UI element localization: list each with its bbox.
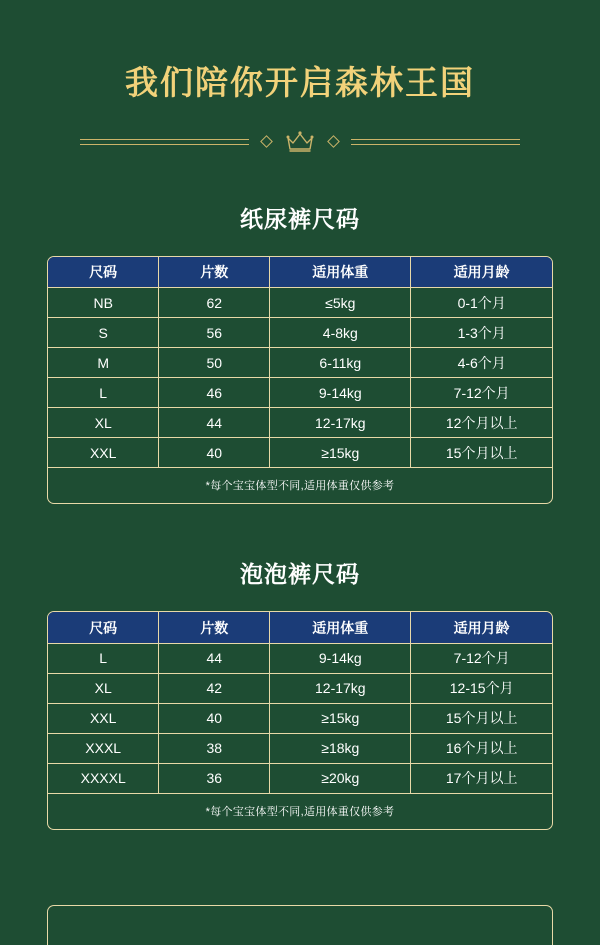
size-table-diapers (48, 257, 552, 469)
cell-count: 44 (159, 643, 270, 673)
ornamental-divider (80, 127, 520, 157)
cell-weight: 9-14kg (270, 643, 411, 673)
table-note-pants: *每个宝宝体型不同,适用体重仅供参考 (205, 805, 395, 818)
cell-age: 12-15个月 (411, 673, 552, 703)
table-row (48, 733, 552, 763)
column-header-weight: 适用体重 (270, 257, 411, 288)
cell-count: 50 (159, 348, 270, 378)
cell-age: 12个月以上 (411, 408, 552, 438)
cell-age: 0-1个月 (411, 288, 552, 318)
cell-size: M (48, 348, 159, 378)
column-header-size: 尺码 (48, 612, 159, 643)
table-header-pants (48, 612, 552, 643)
cell-count: 40 (159, 438, 270, 468)
cell-weight: ≥18kg (270, 733, 411, 763)
size-table-pants (48, 612, 552, 794)
cell-age: 16个月以上 (411, 733, 552, 763)
table-body-diapers (48, 288, 552, 468)
cell-size: L (48, 643, 159, 673)
size-table-card-pants (47, 611, 553, 830)
table-row (48, 348, 552, 378)
table-row (48, 673, 552, 703)
cell-count: 36 (159, 763, 270, 793)
cell-weight: 9-14kg (270, 378, 411, 408)
cell-weight: ≥15kg (270, 703, 411, 733)
table-row (48, 288, 552, 318)
crown-icon (286, 131, 314, 153)
page-header (0, 0, 600, 157)
table-header-row (48, 257, 552, 288)
table-row (48, 703, 552, 733)
table-row (48, 318, 552, 348)
cell-weight: 12-17kg (270, 408, 411, 438)
cell-count: 40 (159, 703, 270, 733)
table-row (48, 408, 552, 438)
section-title-diapers: 纸尿裤尺码 (240, 205, 360, 232)
cell-count: 38 (159, 733, 270, 763)
table-note-diapers: *每个宝宝体型不同,适用体重仅供参考 (205, 480, 395, 493)
table-row (48, 378, 552, 408)
cell-count: 56 (159, 318, 270, 348)
table-body-pants (48, 643, 552, 793)
cell-weight: ≥20kg (270, 763, 411, 793)
cell-size: XXXL (48, 733, 159, 763)
cell-age: 7-12个月 (411, 643, 552, 673)
diamond-icon-right (327, 136, 340, 149)
divider-line-left (80, 139, 255, 145)
divider-line-right (345, 139, 520, 145)
cell-size: NB (48, 288, 159, 318)
cell-count: 44 (159, 408, 270, 438)
column-header-age: 适用月龄 (411, 257, 552, 288)
cell-size: XXXXL (48, 763, 159, 793)
cell-age: 1-3个月 (411, 318, 552, 348)
table-row (48, 643, 552, 673)
column-header-size: 尺码 (48, 257, 159, 288)
diamond-icon-left (260, 136, 273, 149)
section-title-pants: 泡泡裤尺码 (240, 561, 360, 588)
next-section-card-partial (47, 905, 553, 945)
cell-weight: 4-8kg (270, 318, 411, 348)
cell-age: 7-12个月 (411, 378, 552, 408)
cell-size: XL (48, 673, 159, 703)
cell-count: 62 (159, 288, 270, 318)
column-header-age: 适用月龄 (411, 612, 552, 643)
cell-weight: ≤5kg (270, 288, 411, 318)
cell-weight: ≥15kg (270, 438, 411, 468)
cell-size: L (48, 378, 159, 408)
cell-age: 15个月以上 (411, 438, 552, 468)
cell-weight: 6-11kg (270, 348, 411, 378)
cell-size: XXL (48, 438, 159, 468)
cell-age: 4-6个月 (411, 348, 552, 378)
table-row (48, 438, 552, 468)
page-title: 我们陪你开启森林王国 (125, 64, 475, 101)
size-table-card-diapers (47, 256, 553, 505)
column-header-weight: 适用体重 (270, 612, 411, 643)
cell-age: 15个月以上 (411, 703, 552, 733)
cell-count: 42 (159, 673, 270, 703)
cell-weight: 12-17kg (270, 673, 411, 703)
cell-size: S (48, 318, 159, 348)
column-header-count: 片数 (159, 612, 270, 643)
cell-age: 17个月以上 (411, 763, 552, 793)
table-row (48, 763, 552, 793)
table-header-row (48, 612, 552, 643)
cell-size: XL (48, 408, 159, 438)
table-header-diapers (48, 257, 552, 288)
cell-size: XXL (48, 703, 159, 733)
column-header-count: 片数 (159, 257, 270, 288)
cell-count: 46 (159, 378, 270, 408)
